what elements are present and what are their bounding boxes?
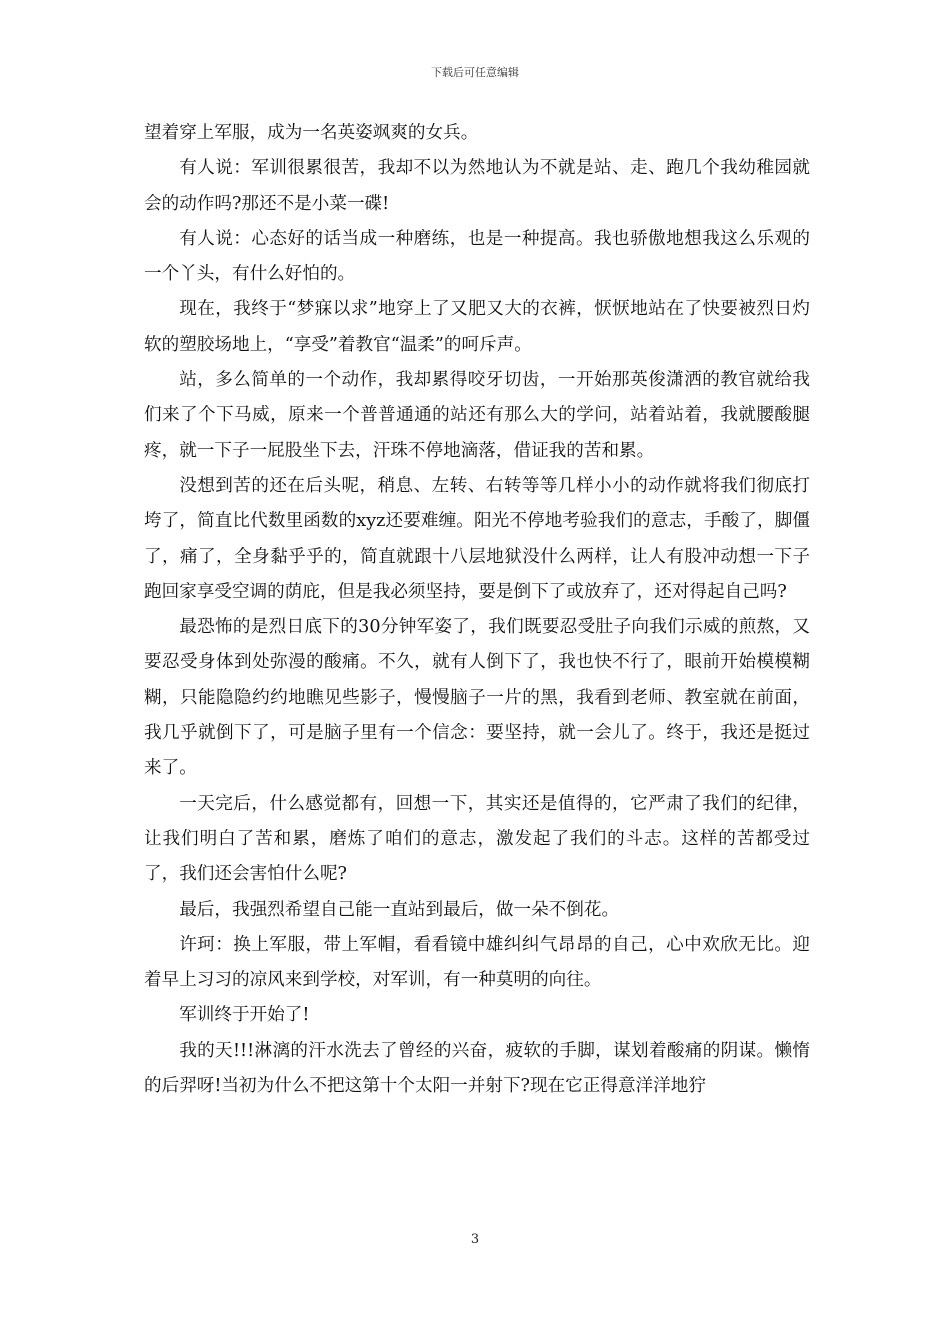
page-header: 下载后可任意编辑 [431, 66, 519, 79]
paragraph: 最后，我强烈希望自己能一直站到最后，做一朵不倒花。 [179, 899, 620, 920]
paragraph: 站，多么简单的一个动作，我却累得咬牙切齿，一开始那英俊潇洒的教官就给我们来了个下马威，原来一个普普通通的站还有那么大的学问，站着站着，我就腰酸腿疼，就一下子一屁股坐下去，汗珠不停地滴落，借证我的苦和累。 [144, 370, 810, 461]
paragraph: 军训终于开始了! [179, 1005, 310, 1026]
paragraph: 现在，我终于“梦寐以求”地穿上了又肥又大的衣裤，恹恹地站在了快要被烈日灼软的塑胶场地上，“享受”着教官“温柔”的呵斥声。 [144, 299, 810, 355]
paragraph: 最恐怖的是烈日底下的30分钟军姿了，我们既要忍受肚子向我们示威的煎熬，又要忍受身体到处弥漫的酸痛。不久，就有人倒下了，我也快不行了，眼前开始模模糊糊，只能隐隐约约地瞧见些影子，慢慢脑子一片的黑，我看到老师、教室就在前面，我几乎就倒下了，可是脑子里有一个信念：要坚持，就一会儿了。终于，我还是挺过来了。 [144, 617, 810, 779]
paragraph: 望着穿上军服，成为一名英姿飒爽的女兵。 [144, 123, 479, 143]
paragraph: 我的天!!!淋漓的汗水洗去了曾经的兴奋，疲软的手脚，谋划着酸痛的阴谋。懒惰的后羿呀!当初为什么不把这第十个太阳一并射下?现在它正得意洋洋地狞 [144, 1040, 810, 1097]
paragraph: 没想到苦的还在后头呢，稍息、左转、右转等等几样小小的动作就将我们彻底打垮了，简直比代数里函数的xyz还要难缠。阳光不停地考验我们的意志，手酸了，脚僵了，痛了，全身黏乎乎的，简直就跟十八层地狱没什么两样，让人有股冲动想一下子跑回家享受空调的荫庇，但是我必须坚持，要是倒下了或放弃了，还对得起自己吗? [144, 475, 810, 602]
document-body [144, 116, 810, 1104]
paragraph: 一天完后，什么感觉都有，回想一下，其实还是值得的，它严肃了我们的纪律，让我们明白了苦和累，磨炼了咱们的意志，激发起了我们的斗志。这样的苦都受过了，我们还会害怕什么呢? [144, 793, 810, 885]
paragraph: 有人说：心态好的话当成一种磨练，也是一种提高。我也骄傲地想我这么乐观的一个丫头，有什么好怕的。 [144, 228, 810, 285]
page-number: 3 [470, 1232, 480, 1247]
paragraph: 许珂：换上军服，带上军帽，看看镜中雄纠纠气昂昂的自己，心中欢欣无比。迎着早上习习的凉风来到学校，对军训，有一种莫明的向往。 [144, 934, 810, 991]
paragraph: 有人说：军训很累很苦，我却不以为然地认为不就是站、走、跑几个我幼稚园就会的动作吗?那还不是小菜一碟! [144, 158, 810, 214]
